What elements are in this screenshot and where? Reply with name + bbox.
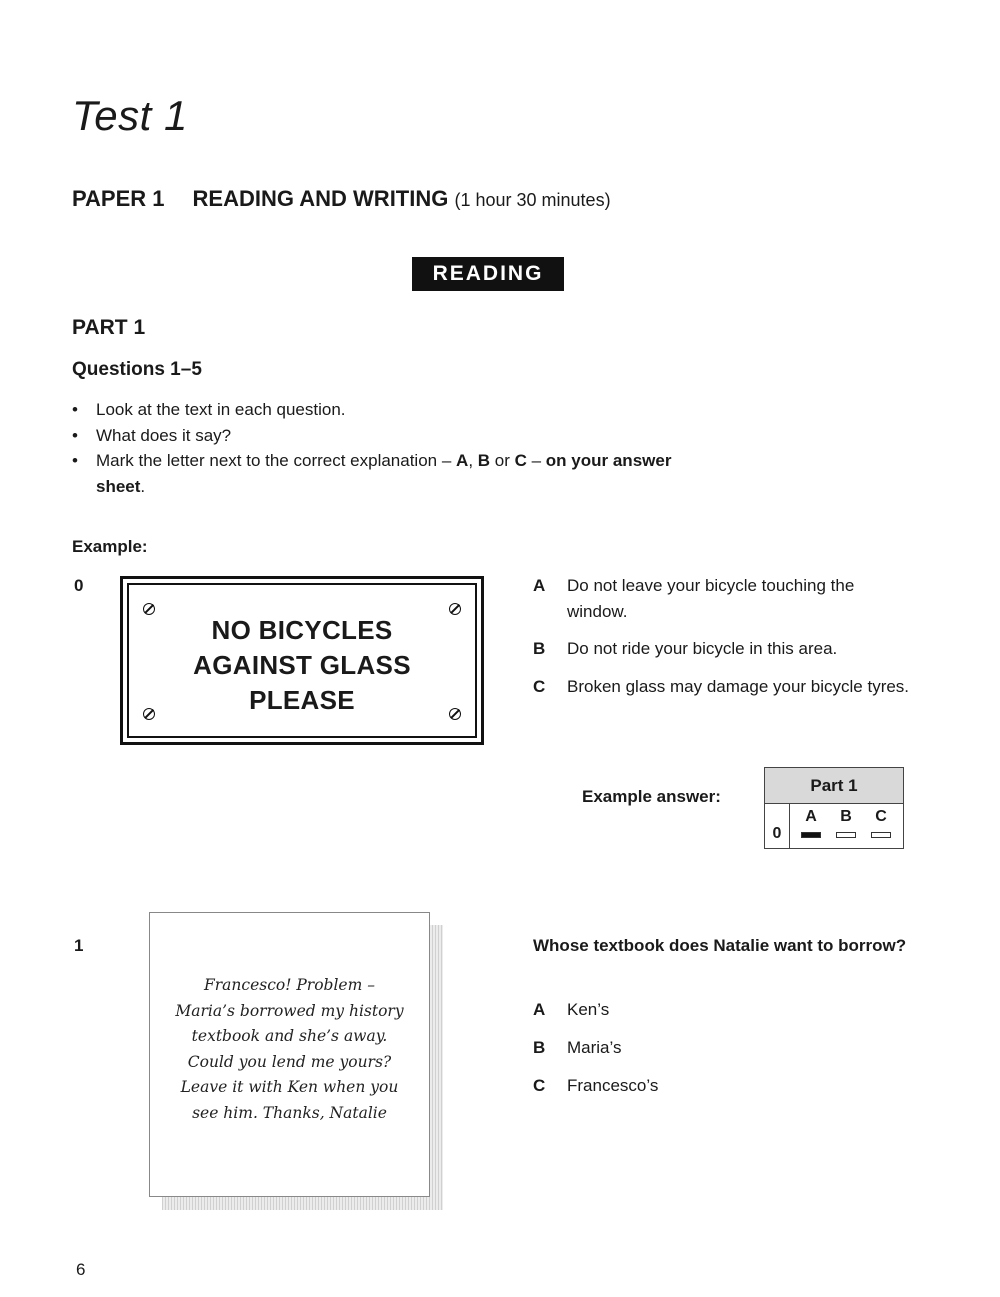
option-text: Maria’s (567, 1038, 622, 1057)
note-text (160, 973, 419, 1126)
section-badge: READING (412, 257, 564, 291)
bullet-icon: • (72, 400, 78, 419)
example-answer-label: Example answer: (582, 787, 721, 806)
instruction-text: What does it say? (96, 425, 232, 445)
option-text: Do not ride your bicycle in this area. (567, 639, 838, 658)
separator: , (468, 451, 478, 470)
note-line: textbook and she’s away. (191, 1027, 388, 1045)
note-line: Could you lend me yours? (187, 1052, 392, 1071)
option-text: Ken’s (567, 1000, 610, 1019)
note-line: see him. Thanks, Natalie (192, 1103, 387, 1122)
option-letter: C (533, 1076, 546, 1095)
option-letter: C (533, 677, 546, 696)
option-letter: A (533, 576, 546, 595)
option-text: Francesco’s (567, 1076, 659, 1095)
option-letter: A (533, 1000, 546, 1019)
note-line: Leave it with Ken when you (180, 1078, 399, 1096)
instruction-text: Look at the text in each question. (96, 400, 346, 419)
instruction-item (72, 397, 712, 423)
example-option-c (533, 674, 913, 726)
example-option-b (533, 636, 913, 662)
test-title: Test 1 (72, 92, 188, 139)
question-1-option-b (533, 1035, 913, 1061)
example-sign (120, 576, 484, 745)
note-line: Francesco! Problem – (204, 976, 375, 994)
question-1-option-a (533, 997, 913, 1023)
answer-sheet-box (764, 767, 904, 849)
answer-row-number: 0 (765, 803, 790, 848)
paper-duration: (1 hour 30 minutes) (454, 190, 611, 210)
separator: or (490, 451, 515, 470)
question-1-number: 1 (74, 936, 84, 955)
answer-column-a: A (805, 808, 817, 825)
bullet-icon: • (72, 425, 78, 445)
sign-line: NO BICYCLES (211, 615, 393, 645)
answer-bubble-b (836, 832, 856, 838)
answer-bubble-a-filled (801, 832, 821, 838)
separator: – (526, 451, 546, 470)
page-number: 6 (76, 1260, 86, 1279)
letter-b: B (477, 451, 491, 470)
sign-line: PLEASE (249, 685, 355, 715)
part-heading: PART 1 (72, 316, 146, 339)
note-card (149, 912, 430, 1197)
option-text: Broken glass may damage your bicycle tyres. (567, 677, 910, 696)
paper-heading (72, 186, 611, 212)
questions-heading: Questions 1–5 (72, 359, 202, 380)
sign-inner-border (127, 583, 477, 738)
example-label: Example: (72, 537, 148, 556)
question-1-option-c (533, 1073, 913, 1099)
paper-label: PAPER 1 (72, 186, 165, 211)
option-letter: B (533, 639, 546, 658)
instruction-item (72, 448, 712, 499)
option-letter: B (533, 1038, 546, 1057)
answer-column-b: B (840, 808, 852, 825)
paper-name: READING AND WRITING (192, 186, 449, 211)
answer-sheet-emphasis: on your answer sheet (96, 451, 672, 496)
example-number: 0 (74, 576, 84, 595)
sign-line: AGAINST GLASS (193, 650, 411, 680)
note-line: Maria’s borrowed my history (175, 1001, 404, 1020)
period: . (140, 476, 146, 496)
letter-a: A (456, 451, 469, 470)
answer-column-c: C (875, 808, 887, 825)
question-1-text: Whose textbook does Natalie want to borrow? (533, 936, 907, 955)
answer-sheet-header: Part 1 (765, 768, 903, 804)
letter-c: C (514, 451, 527, 470)
instruction-text-pre: Mark the letter next to the correct explanation – (96, 451, 457, 470)
option-text: Do not leave your bicycle touching the window. (567, 576, 855, 621)
example-option-a (533, 573, 913, 625)
sign-text (129, 613, 475, 718)
bullet-icon: • (72, 451, 78, 470)
instruction-item (72, 423, 712, 449)
instructions-list (72, 397, 712, 499)
answer-bubble-c (871, 832, 891, 838)
